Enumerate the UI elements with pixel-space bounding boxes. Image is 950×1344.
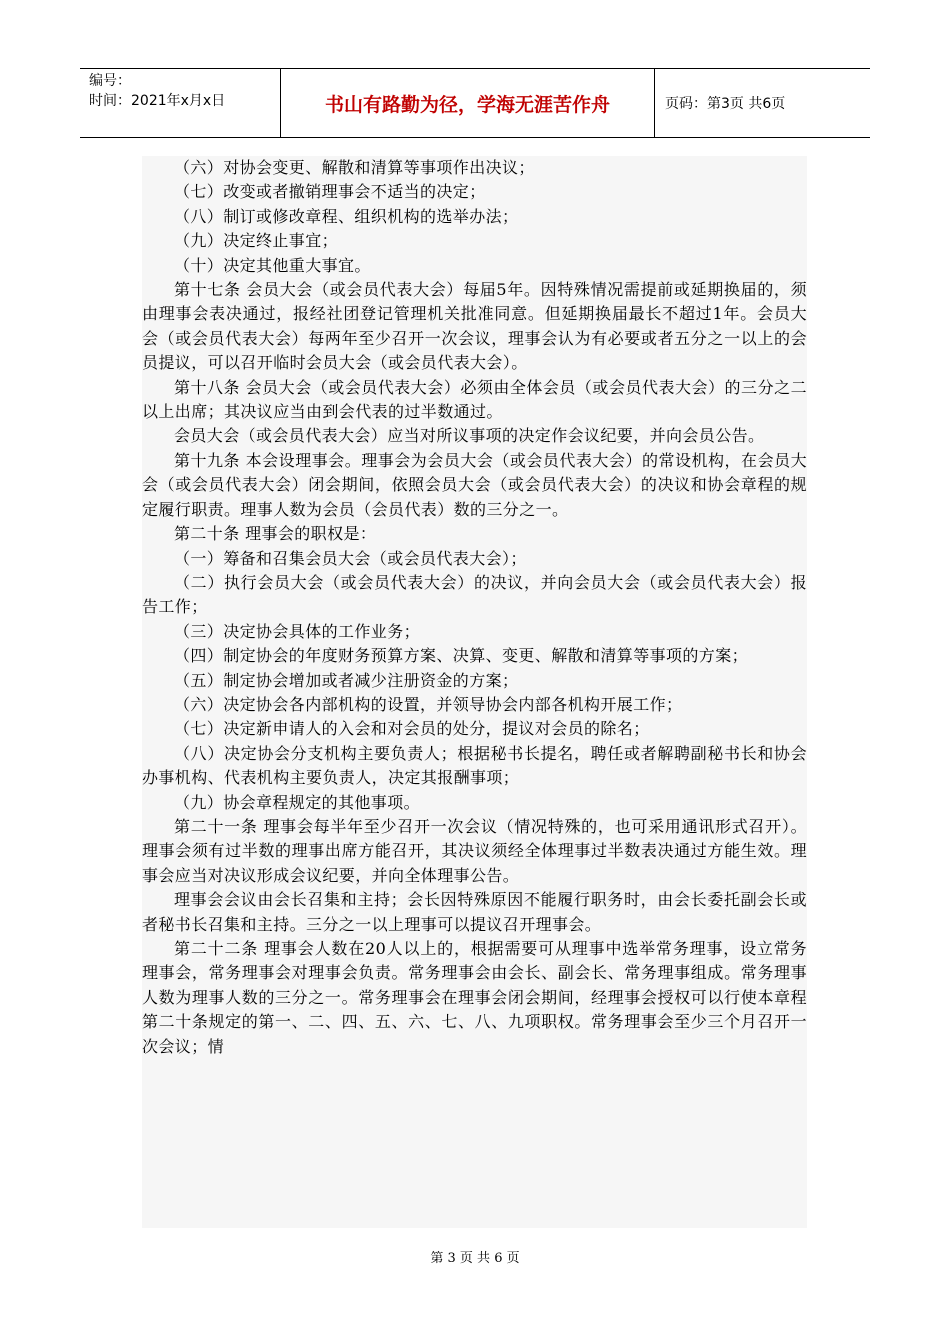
document-body (142, 156, 807, 1228)
paragraph: （六）决定协会各内部机构的设置，并领导协会内部各机构开展工作； (174, 694, 683, 714)
header-meta (80, 69, 281, 137)
paragraph: （三）决定协会具体的工作业务； (174, 621, 421, 641)
header-page-info: 页码：第3页 共6页 (665, 96, 786, 112)
paragraph: 第二十一条 理事会每半年至少召开一次会议（情况特殊的，也可采用通讯形式召开）。理事会须有过半数的理事出席方能召开，其决议须经全体理事过半数表决通过方能生效。理事会应当对决议形成会议纪要，并向全体理事公告。 (142, 816, 807, 885)
paragraph: 理事会会议由会长召集和主持；会长因特殊原因不能履行职务时，由会长委托副会长或者秘书长召集和主持。三分之一以上理事可以提议召开理事会。 (142, 890, 807, 934)
paragraph: （八）决定协会分支机构主要负责人；根据秘书长提名，聘任或者解聘副秘书长和协会办事机构、代表机构主要负责人，决定其报酬事项； (142, 743, 807, 788)
paragraph: （十）决定其他重大事宜。 (174, 255, 371, 275)
paragraph: （五）制定协会增加或者减少注册资金的方案； (174, 670, 519, 690)
paragraph: （九）决定终止事宜； (174, 231, 339, 251)
paragraph: 会员大会（或会员代表大会）应当对所议事项的决定作会议纪要，并向会员公告。 (174, 426, 765, 446)
paragraph: 第十七条 会员大会（或会员代表大会）每届5年。因特殊情况需提前或延期换届的，须由理事会表决通过，报经社团登记管理机关批准同意。但延期换届最长不超过1年。会员大会（或会员代表大会）每两年至少召开一次会议，理事会认为有必要或者五分之一以上的会员提议，可以召开临时会员大会（或会员代表大会）。 (142, 280, 807, 373)
paragraph: （七）改变或者撤销理事会不适当的决定； (174, 182, 486, 202)
paragraph: （九）协会章程规定的其他事项。 (174, 792, 421, 812)
paragraph: （一）筹备和召集会员大会（或会员代表大会）； (174, 548, 527, 568)
paragraph: （七）决定新申请人的入会和对会员的处分，提议对会员的除名； (174, 719, 650, 739)
page-footer: 第 3 页 共 6 页 (430, 1251, 520, 1266)
paragraph: （四）制定协会的年度财务预算方案、决算、变更、解散和清算等事项的方案； (174, 646, 749, 666)
page-header (80, 68, 870, 138)
paragraph: 第十九条 本会设理事会。理事会为会员大会（或会员代表大会）的常设机构，在会员大会（或会员代表大会）闭会期间，依照会员大会（或会员代表大会）的决议和协会章程的规定履行职责。理事人数为会员（会员代表）数的三分之一。 (142, 450, 807, 519)
paragraph: （六）对协会变更、解散和清算等事项作出决议； (174, 158, 535, 177)
number-label: 编号： (89, 73, 131, 89)
paragraph: 第二十二条 理事会人数在20人以上的，根据需要可从理事中选举常务理事，设立常务理事会，常务理事会对理事会负责。常务理事会由会长、副会长、常务理事组成。常务理事人数为理事人数的三分之一。常务理事会在理事会闭会期间，经理事会授权可以行使本章程第二十条规定的第一、二、四、五、六、七、八、九项职权。常务理事会至少三个月召开一次会议；情 (142, 939, 807, 1056)
paragraph: （八）制订或修改章程、组织机构的选举办法； (174, 206, 519, 226)
header-motto: 书山有路勤为径，学海无涯苦作舟 (281, 69, 655, 137)
paragraph: 第二十条 理事会的职权是： (174, 524, 377, 544)
paragraph: （二）执行会员大会（或会员代表大会）的决议，并向会员大会（或会员代表大会）报告工作； (142, 572, 807, 617)
paragraph: 第十八条 会员大会（或会员代表大会）必须由全体会员（或会员代表大会）的三分之二以上出席；其决议应当由到会代表的过半数通过。 (142, 377, 807, 422)
time-label: 时间：2021年x月x日 (89, 93, 226, 109)
